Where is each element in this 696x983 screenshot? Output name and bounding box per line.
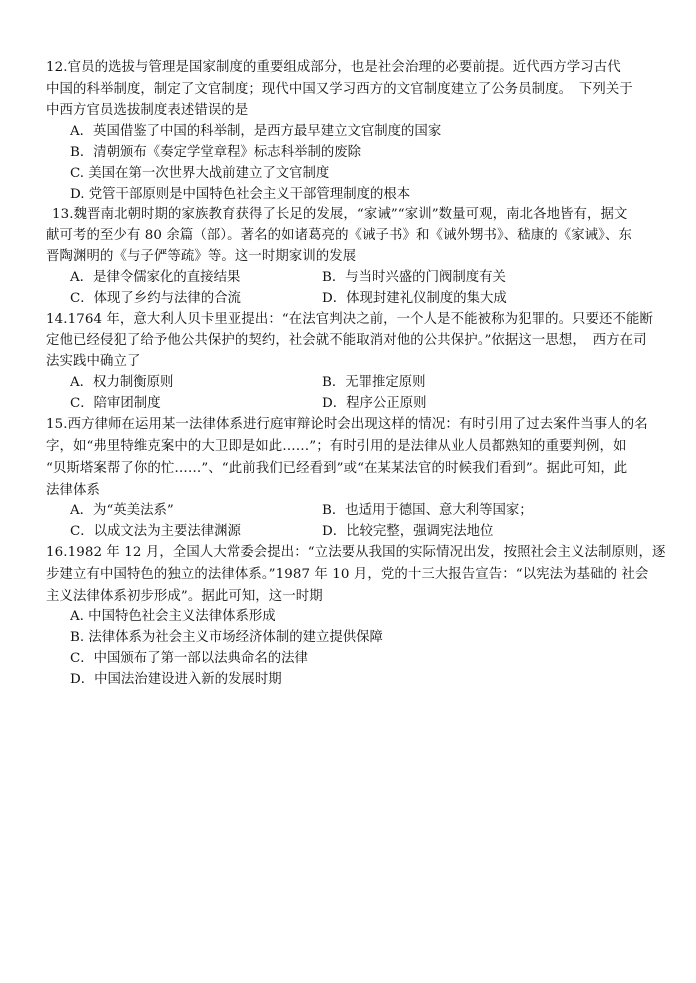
question-12-option-b: B．清朝颁布《奏定学堂章程》标志科举制的废除 (70, 145, 362, 160)
question-14-option-b: B．无罪推定原则 (322, 375, 426, 390)
question-16-option-b: B. 法律体系为社会主义市场经济体制的建立提供保障 (70, 630, 383, 645)
question-13-line-3: 晋陶渊明的《与子俨等疏》等。这一时期家训的发展 (46, 249, 357, 264)
question-13-option-a: A．是律令儒家化的直接结果 (70, 270, 241, 285)
question-14-option-c: C．陪审团制度 (70, 396, 161, 411)
question-13-line-2: 献可考的至少有 80 余篇（部）。著名的如诸葛亮的《诫子书》和《诫外甥书》、嵇康的《家诫》、东 (46, 228, 632, 243)
question-14-option-a: A．权力制衡原则 (70, 375, 174, 390)
question-15-option-d: D．比较完整，强调宪法地位 (322, 524, 494, 539)
question-15-option-c: C．以成文法为主要法律渊源 (70, 524, 241, 539)
question-16-line-2: 步建立有中国特色的独立的法律体系。”1987 年 10 月，党的十三大报告宣告：“以宪法为基础的 社会 (46, 567, 649, 582)
question-16-option-d: D．中国法治建设进入新的发展时期 (70, 672, 282, 687)
question-16-option-a: A. 中国特色社会主义法律体系形成 (70, 609, 276, 624)
question-15-line-4: 法律体系 (46, 483, 100, 498)
question-13-option-d: D．体现封建礼仪制度的集大成 (322, 291, 507, 306)
question-16-option-c: C．中国颁布了第一部以法典命名的法律 (70, 651, 308, 666)
question-13-option-b: B．与当时兴盛的门阀制度有关 (322, 270, 506, 285)
question-14-line-2: 定他已经侵犯了给予他公共保护的契约，社会就不能取消对他的公共保护。”依据这一思想， 西方在司 (46, 333, 647, 348)
question-13-option-c: C．体现了乡约与法律的合流 (70, 291, 241, 306)
question-14-line-3: 法实践中确立了 (46, 354, 141, 369)
question-12-option-d: D. 党管干部原则是中国特色社会主义干部管理制度的根本 (70, 187, 411, 202)
question-12-line-3: 中西方官员选拔制度表述错误的是 (46, 103, 249, 118)
question-12-option-c: C. 美国在第一次世界大战前建立了文官制度 (70, 166, 330, 181)
question-14-line-1: 14.1764 年，意大利人贝卡里亚提出：“在法官判决之前，一个人是不能被称为犯罪的。只要还不能断 (46, 312, 653, 327)
question-16-line-3: 主义法律体系初步形成”。据此可知，这一时期 (46, 589, 323, 604)
question-14-option-d: D．程序公正原则 (322, 396, 427, 411)
question-15-line-3: “贝斯塔案帮了你的忙……”、“此前我们已经看到”或“在某某法官的时候我们看到”。据此可知，此 (46, 461, 628, 476)
question-15-option-b: B．也适用于德国、意大利等国家； (322, 503, 533, 518)
question-12-option-a: A．英国借鉴了中国的科举制，是西方最早建立文官制度的国家 (70, 124, 442, 139)
question-12-line-1: 12.官员的选拔与管理是国家制度的重要组成部分，也是社会治理的必要前提。近代西方学习古代 (46, 60, 621, 75)
question-16-line-1: 16.1982 年 12 月，全国人大常委会提出：“立法要从我国的实际情况出发，按照社会主义法制原则，逐 (46, 545, 666, 560)
question-15-option-a: A．为“英美法系” (70, 503, 174, 518)
question-13-line-1: 13.魏晋南北朝时期的家族教育获得了长足的发展，“家诫”“家训”数量可观，南北各地皆有，据文 (52, 207, 628, 222)
question-12-line-2: 中国的科举制度，制定了文官制度；现代中国又学习西方的文官制度建立了公务员制度。 下列关于 (46, 82, 633, 97)
question-15-line-1: 15.西方律师在运用某一法律体系进行庭审辩论时会出现这样的情况：有时引用了过去案件当事人的名 (46, 417, 648, 432)
question-15-line-2: 字，如“弗里特维克案中的大卫即是如此……”；有时引用的是法律从业人员都熟知的重要判例，如 (46, 439, 627, 454)
